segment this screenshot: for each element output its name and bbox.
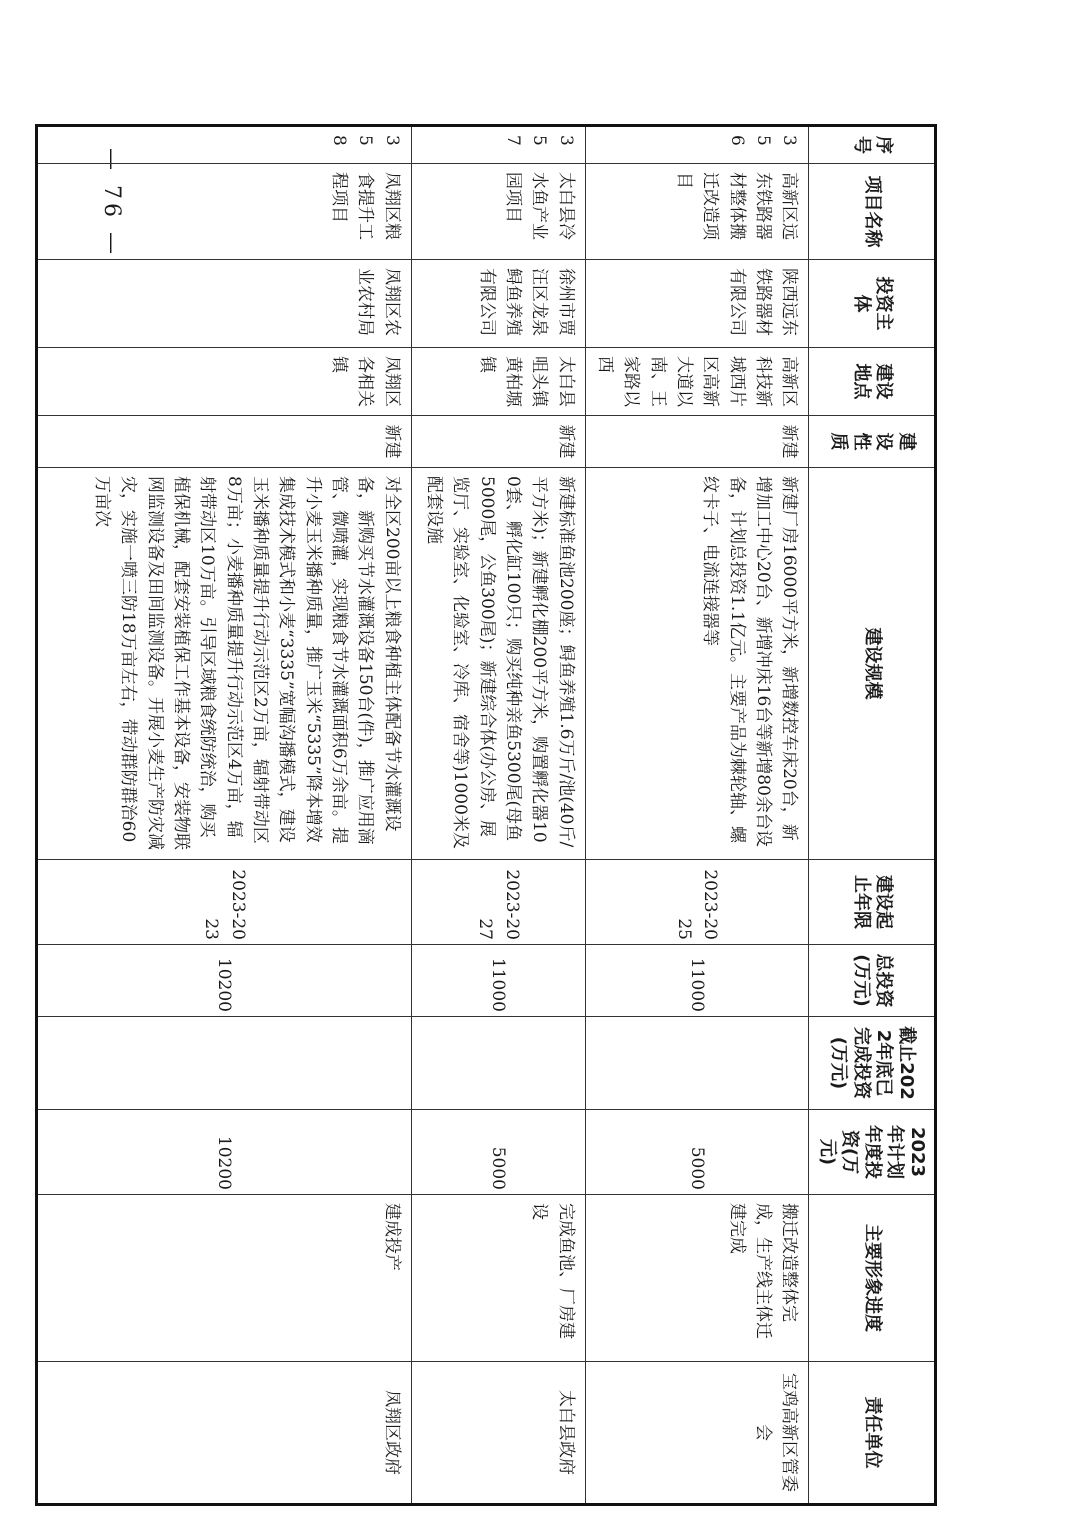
cell-completed-investment	[411, 1017, 585, 1110]
cell-index: 356	[585, 126, 809, 164]
page-number: — 76 —	[99, 148, 125, 258]
cell-period: 2023-2025	[585, 860, 809, 945]
cell-total-investment: 11000	[411, 945, 585, 1017]
header-completed-investment: 截止2022年底已完成投资(万元)	[809, 1017, 936, 1110]
cell-nature: 新建	[411, 416, 585, 468]
cell-period: 2023-2027	[411, 860, 585, 945]
cell-completed-investment	[36, 1017, 411, 1110]
cell-location: 凤翔区各相关镇	[36, 348, 411, 416]
header-progress: 主要形象进度	[809, 1195, 936, 1362]
cell-total-investment: 11000	[585, 945, 809, 1017]
cell-2023-plan: 5000	[411, 1110, 585, 1195]
header-nature: 建设性质	[809, 416, 936, 468]
cell-completed-investment	[585, 1017, 809, 1110]
cell-index: 358	[36, 126, 411, 164]
cell-index: 357	[411, 126, 585, 164]
header-scale: 建设规模	[809, 468, 936, 860]
cell-nature: 新建	[36, 416, 411, 468]
table-row	[411, 126, 585, 1505]
cell-responsible-unit: 太白县政府	[411, 1362, 585, 1505]
cell-responsible-unit: 凤翔区政府	[36, 1362, 411, 1505]
cell-responsible-unit: 宝鸡高新区管委会	[585, 1362, 809, 1505]
header-2023-plan: 2023年计划年度投资(万元)	[809, 1110, 936, 1195]
header-investor: 投资主体	[809, 260, 936, 348]
cell-scale: 新建厂房16000平方米，新增数控车床20台，新增加工中心20台、新增冲床16台等新增80余台设备，计划总投资1.1亿元。主要产品为棘轮轴、螺纹卡子、电流连接器等	[585, 468, 809, 860]
cell-progress: 建成投产	[36, 1195, 411, 1362]
cell-investor: 徐州市贾汪区龙泉鲟鱼养殖有限公司	[411, 260, 585, 348]
project-table	[35, 124, 937, 1506]
table-row	[585, 126, 809, 1505]
cell-2023-plan: 5000	[585, 1110, 809, 1195]
cell-2023-plan: 10200	[36, 1110, 411, 1195]
header-responsible-unit: 责任单位	[809, 1362, 936, 1505]
cell-nature: 新建	[585, 416, 809, 468]
cell-progress: 完成鱼池、厂房建设	[411, 1195, 585, 1362]
cell-project-name: 太白县冷水鱼产业园项目	[411, 164, 585, 260]
cell-period: 2023-2023	[36, 860, 411, 945]
cell-investor: 陕西远东铁路器材有限公司	[585, 260, 809, 348]
cell-scale: 新建标准鱼池200座；鲟鱼养殖1.6万斤/池(40斤/平方米)；新建孵化棚200平方米，购置孵化器100套、孵化缸100只；购买纯种亲鱼5300尾(母鱼5000尾，公鱼300尾)；新建综合体(办公房、展览厅、实验室、化验室、冷库、宿舍等)1000米及配套设施	[411, 468, 585, 860]
header-total-investment: 总投资(万元)	[809, 945, 936, 1017]
cell-location: 高新区科技新城西片区高新大道以南、王家路以西	[585, 348, 809, 416]
header-location: 建设地点	[809, 348, 936, 416]
cell-project-name: 高新区远东铁路器材整体搬迁改造项目	[585, 164, 809, 260]
cell-investor: 凤翔区农业农村局	[36, 260, 411, 348]
cell-progress: 搬迁改造整体完成，生产线主体迁建完成	[585, 1195, 809, 1362]
cell-location: 太白县咀头镇黄柏塬镇	[411, 348, 585, 416]
table-row	[36, 126, 411, 1505]
cell-scale: 对全区200亩以上粮食种植主体配备节水灌溉设备，新购买节水灌溉设备150台(件)，推广应用滴管、微喷灌，实现粮食节水灌溉面积6万余亩。提升小麦玉米播种质量，推广玉米“5335”降本增效集成技术模式和小麦“3335”宽幅沟播模式，建设玉米播种质量提升行动示范区2万亩，辐射带动区8万亩；小麦播种质量提升行动示范区4万亩，辐射带动区10万亩。引导区域粮食统防统治，购买植保机械，配套安装植保工作基本设备，安装物联网监测设备及田间监测设备。开展小麦生产防灾减灾，实施一喷三防18万亩左右，带动群防群治60万亩次	[36, 468, 411, 860]
table-header-row	[809, 126, 936, 1505]
header-project-name: 项目名称	[809, 164, 936, 260]
header-period: 建设起止年限	[809, 860, 936, 945]
cell-project-name: 凤翔区粮食提升工程项目	[36, 164, 411, 260]
header-index: 序号	[809, 126, 936, 164]
cell-total-investment: 10200	[36, 945, 411, 1017]
